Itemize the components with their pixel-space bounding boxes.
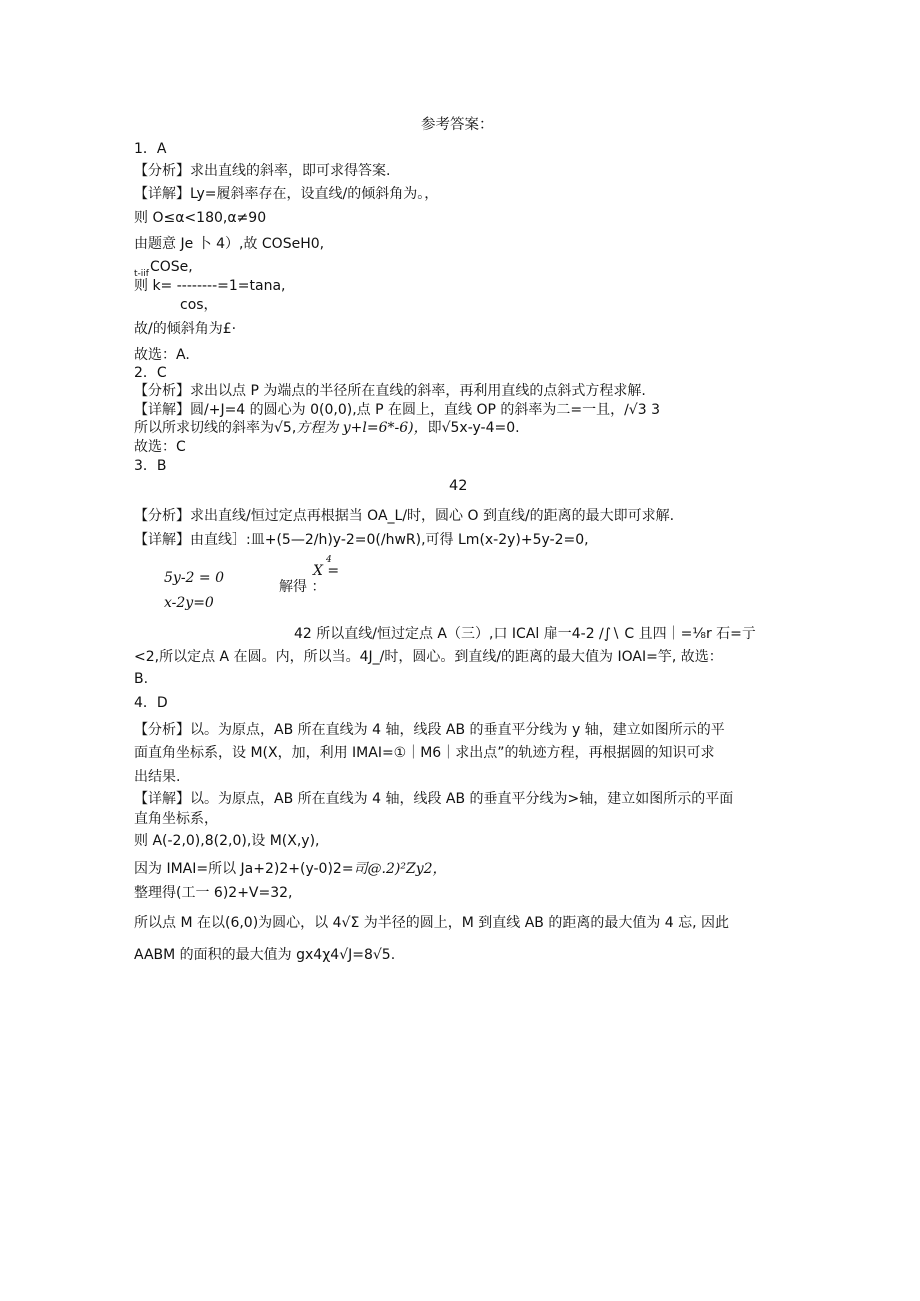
q2-line3-part3: 即√5x-y-4=0.	[427, 420, 520, 436]
q2-analysis: 【分析】求出以点 P 为端点的半径所在直线的斜率，再利用直线的点斜式方程求解.	[134, 383, 646, 399]
q3-detail: 【详解】由直线］:皿+(5—2∕h)y-2=0(∕hwR),可得 Lm(x-2y)+5y-2=0,	[134, 532, 589, 548]
q3-system-eq1: 5y-2 = 0	[164, 570, 224, 586]
q1-line5: COSe,	[150, 259, 193, 275]
q3-fraction-top: 4	[326, 555, 332, 565]
q4-detail-line1: 【详解】以。为原点，AB 所在直线为 4 轴，线段 AB 的垂直平分线为>轴，建立如图所示的平面	[134, 791, 734, 807]
q4-line8: 整理得(工一 6)2+V=32,	[134, 885, 293, 901]
q1-line3: 则 O≤α<180,α≠90	[134, 210, 267, 226]
q4-line6: 则 A(-2,0),8(2,0),设 M(X,y),	[134, 833, 320, 849]
q4-line10: AABM 的面积的最大值为 gx4χ4√J=8√5.	[134, 947, 396, 963]
q1-line6: 则 k= --------=1=tana,	[134, 278, 286, 294]
q4-line7-part1: 因为 IMAI=所以 Ja+2)2+(y-0)2=	[134, 861, 354, 877]
q1-line8: 故/的倾斜角为£·	[134, 321, 237, 337]
q1-number: 1．A	[134, 141, 167, 157]
q3-line8: B.	[134, 671, 149, 687]
q2-line3	[134, 419, 520, 437]
q1-line5-small: t-iif	[134, 269, 149, 279]
q3-system-eq2: x-2y=0	[164, 595, 214, 611]
q1-analysis: 【分析】求出直线的斜率，即可求得答案.	[134, 163, 391, 179]
q4-number: 4．D	[134, 695, 168, 711]
q4-line9: 所以点 M 在以(6,0)为圆心，以 4√Σ 为半径的圆上，M 到直线 AB 的距离的最大值为 4 忘, 因此	[134, 915, 730, 931]
q3-solve: 解得 ：	[279, 579, 326, 595]
q1-line4: 由题意 Je 卜 4）,故 COSeH0,	[134, 236, 325, 252]
q3-line6: 42 所以直线/恒过定点 A（三）,口 ICAl 扉一4-2 ∕∫∖ C 且四｜=⅛r 石=亍	[294, 626, 756, 642]
q1-choice: 故选：A.	[134, 347, 190, 363]
q3-fraction-x: X =	[313, 563, 340, 579]
q3-analysis: 【分析】求出直线/恒过定点再根据当 OA_L/时，圆心 O 到直线/的距离的最大即可求解.	[134, 508, 675, 524]
q4-analysis-line1: 【分析】以。为原点，AB 所在直线为 4 轴，线段 AB 的垂直平分线为 y 轴，建立如图所示的平	[134, 722, 725, 738]
q2-choice: 故选：C	[134, 439, 186, 455]
q4-line7	[134, 860, 447, 878]
q4-detail-line2: 直角坐标系，	[134, 811, 218, 827]
q4-analysis-line2: 面直角坐标系，设 M(X，加，利用 IMAI=①｜M6｜求出点”的轨迹方程，再根据圆的知识可求	[134, 745, 715, 761]
q2-number: 2．C	[134, 365, 167, 381]
q2-line3-part1: 所以所求切线的斜率为√5,	[134, 420, 297, 436]
q4-line7-formula: 司@.2)²Zy2，	[353, 861, 447, 877]
q1-detail: 【详解】Ly=履斜率存在，设直线/的倾斜角为。，	[134, 186, 439, 202]
q2-line3-formula: 方程为 y+l=6*-6)，	[296, 420, 428, 436]
q3-number: 3．B	[134, 458, 167, 474]
q3-line7: <2,所以定点 A 在圆。内，所以当。4J_/时，圆心。到直线/的距离的最大值为 IOAI=竽, 故选：	[134, 649, 723, 665]
page-number: 42	[449, 478, 468, 494]
q1-line7: cos，	[180, 297, 218, 313]
q2-detail: 【详解】圆/+J=4 的圆心为 0(0,0),点 P 在圆上，直线 OP 的斜率为二=一且，∕√3 3	[134, 402, 660, 418]
q4-analysis-line3: 出结果.	[134, 769, 181, 785]
page-title: 参考答案：	[421, 117, 494, 133]
